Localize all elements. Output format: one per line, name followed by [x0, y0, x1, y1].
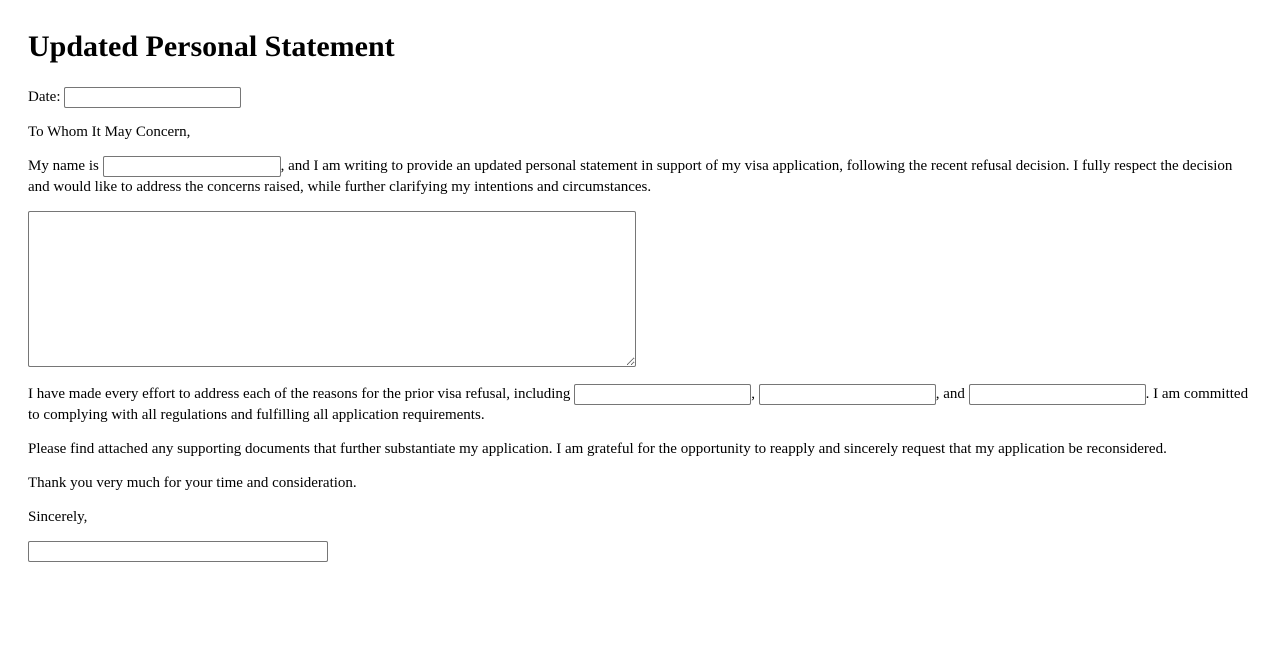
date-input[interactable]: [64, 87, 241, 108]
signature-row: [28, 541, 1250, 562]
reason-3-input[interactable]: [969, 384, 1146, 405]
greeting: To Whom It May Concern,: [28, 124, 191, 141]
date-label: Date:: [28, 89, 61, 105]
reason-1-input[interactable]: [574, 384, 751, 405]
closing: Sincerely,: [28, 509, 88, 526]
name-input[interactable]: [103, 156, 281, 177]
page-title: Updated Personal Statement: [28, 30, 395, 63]
reasons-suffix: . I am committed to complying with all regulations and fulfilling all application requirements.: [28, 386, 1249, 424]
documents-paragraph: Please find attached any supporting documents that further substantiate my application. I am grateful for the opportunity to reapply and sincerely request that my application be reconsidered.: [28, 441, 1167, 458]
intro-paragraph: [28, 156, 1250, 197]
statement-textarea[interactable]: [28, 211, 636, 367]
reason-2-input[interactable]: [759, 384, 936, 405]
intro-prefix: My name is: [28, 158, 99, 175]
thanks-paragraph: Thank you very much for your time and consideration.: [28, 475, 357, 492]
reasons-separator-2: , and: [935, 386, 965, 403]
reasons-separator-1: ,: [751, 386, 755, 403]
intro-suffix: , and I am writing to provide an updated personal statement in support of my visa application, following the recent refusal decision. I fully respect the decision and would like to address the concerns raised, while further clarifying my intentions and circumstances.: [28, 158, 1233, 196]
reasons-paragraph: [28, 384, 1250, 425]
signature-input[interactable]: [28, 541, 328, 562]
date-row: [28, 87, 1250, 108]
reasons-prefix: I have made every effort to address each of the reasons for the prior visa refusal, including: [28, 386, 571, 403]
